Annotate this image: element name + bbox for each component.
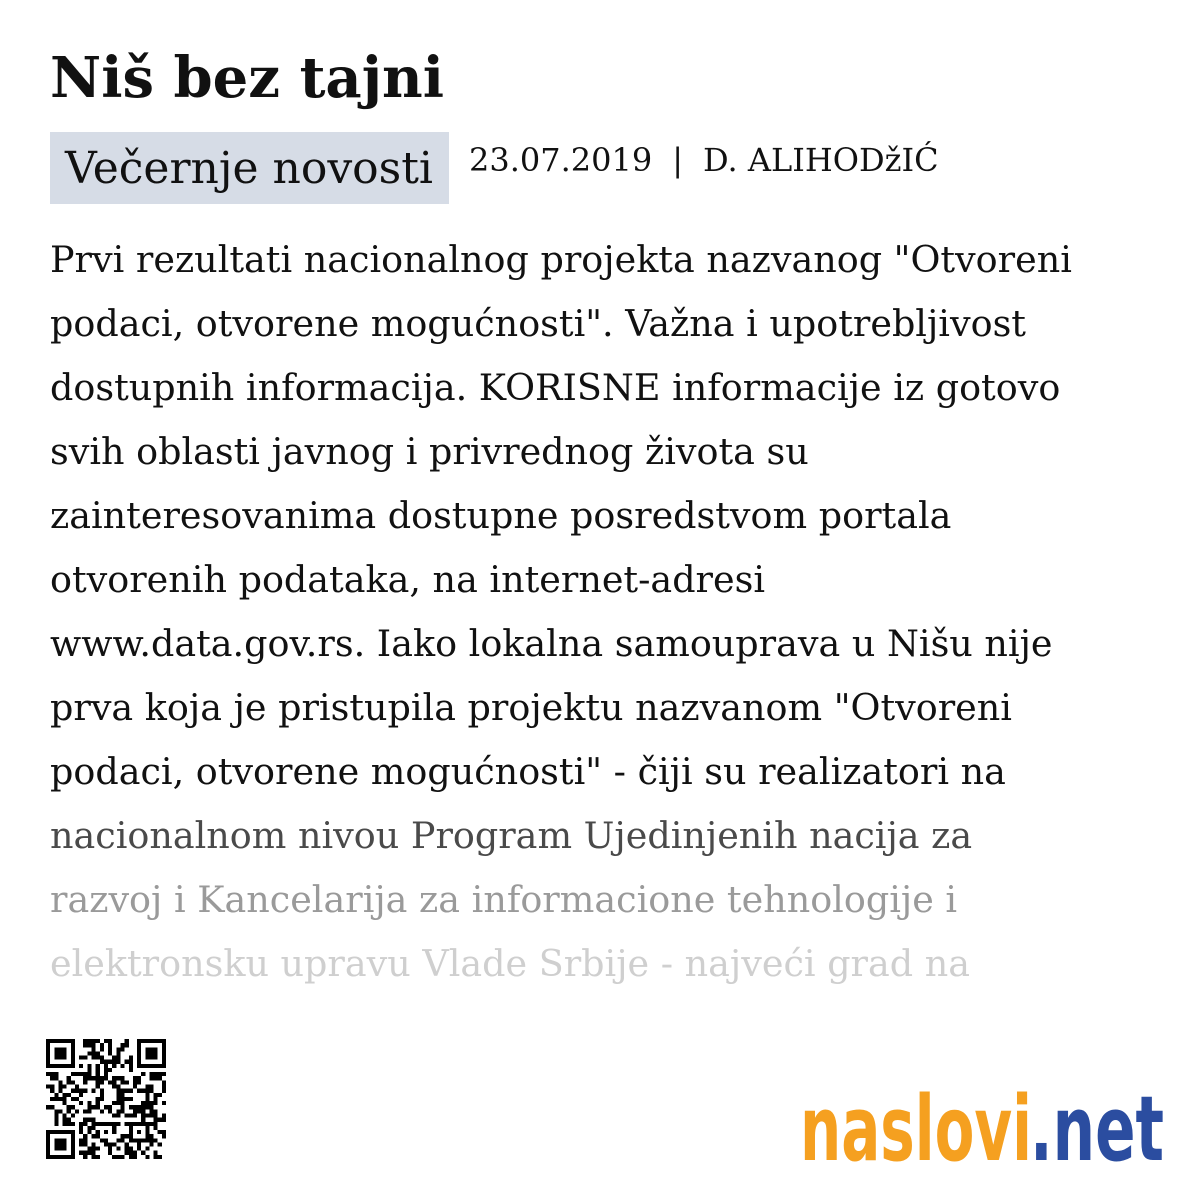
body-line: www.data.gov.rs. Iako lokalna samouprava u Nišu nije [50, 622, 1053, 665]
body-line: zainteresovanima dostupne posredstvom portala [50, 494, 952, 537]
source-badge: Večernje novosti [50, 132, 449, 204]
body-line: nacionalnom nivou Program Ujedinjenih nacija za [50, 814, 973, 857]
byline [469, 141, 939, 179]
body-line: elektronsku upravu Vlade Srbije - najveći grad na [50, 942, 971, 985]
brand-tld: .net [1030, 1077, 1164, 1168]
article-title: Niš bez tajni [50, 45, 444, 111]
body-line: prva koja je pristupila projektu nazvanom "Otvoreni [50, 686, 1012, 729]
body-line: podaci, otvorene mogućnosti". Važna i upotrebljivost [50, 302, 1026, 345]
article-body [50, 228, 1170, 996]
brand-name: naslovi [800, 1077, 1032, 1168]
naslovi-net-logo [800, 1068, 1166, 1168]
article-author: D. ALIHODžIĆ [703, 141, 939, 179]
body-line: razvoj i Kancelarija za informacione tehnologije i [50, 878, 958, 921]
byline-separator: | [672, 141, 684, 179]
body-line: otvorenih podataka, na internet-adresi [50, 558, 766, 601]
body-line: svih oblasti javnog i privrednog života su [50, 430, 809, 473]
body-line: Prvi rezultati nacionalnog projekta nazvanog "Otvoreni [50, 238, 1072, 281]
qr-code-icon [46, 1039, 166, 1159]
article-meta [50, 132, 939, 204]
article-date: 23.07.2019 [469, 141, 653, 179]
body-line: dostupnih informacija. KORISNE informacije iz gotovo [50, 366, 1061, 409]
body-line: podaci, otvorene mogućnosti" - čiji su realizatori na [50, 750, 1006, 793]
